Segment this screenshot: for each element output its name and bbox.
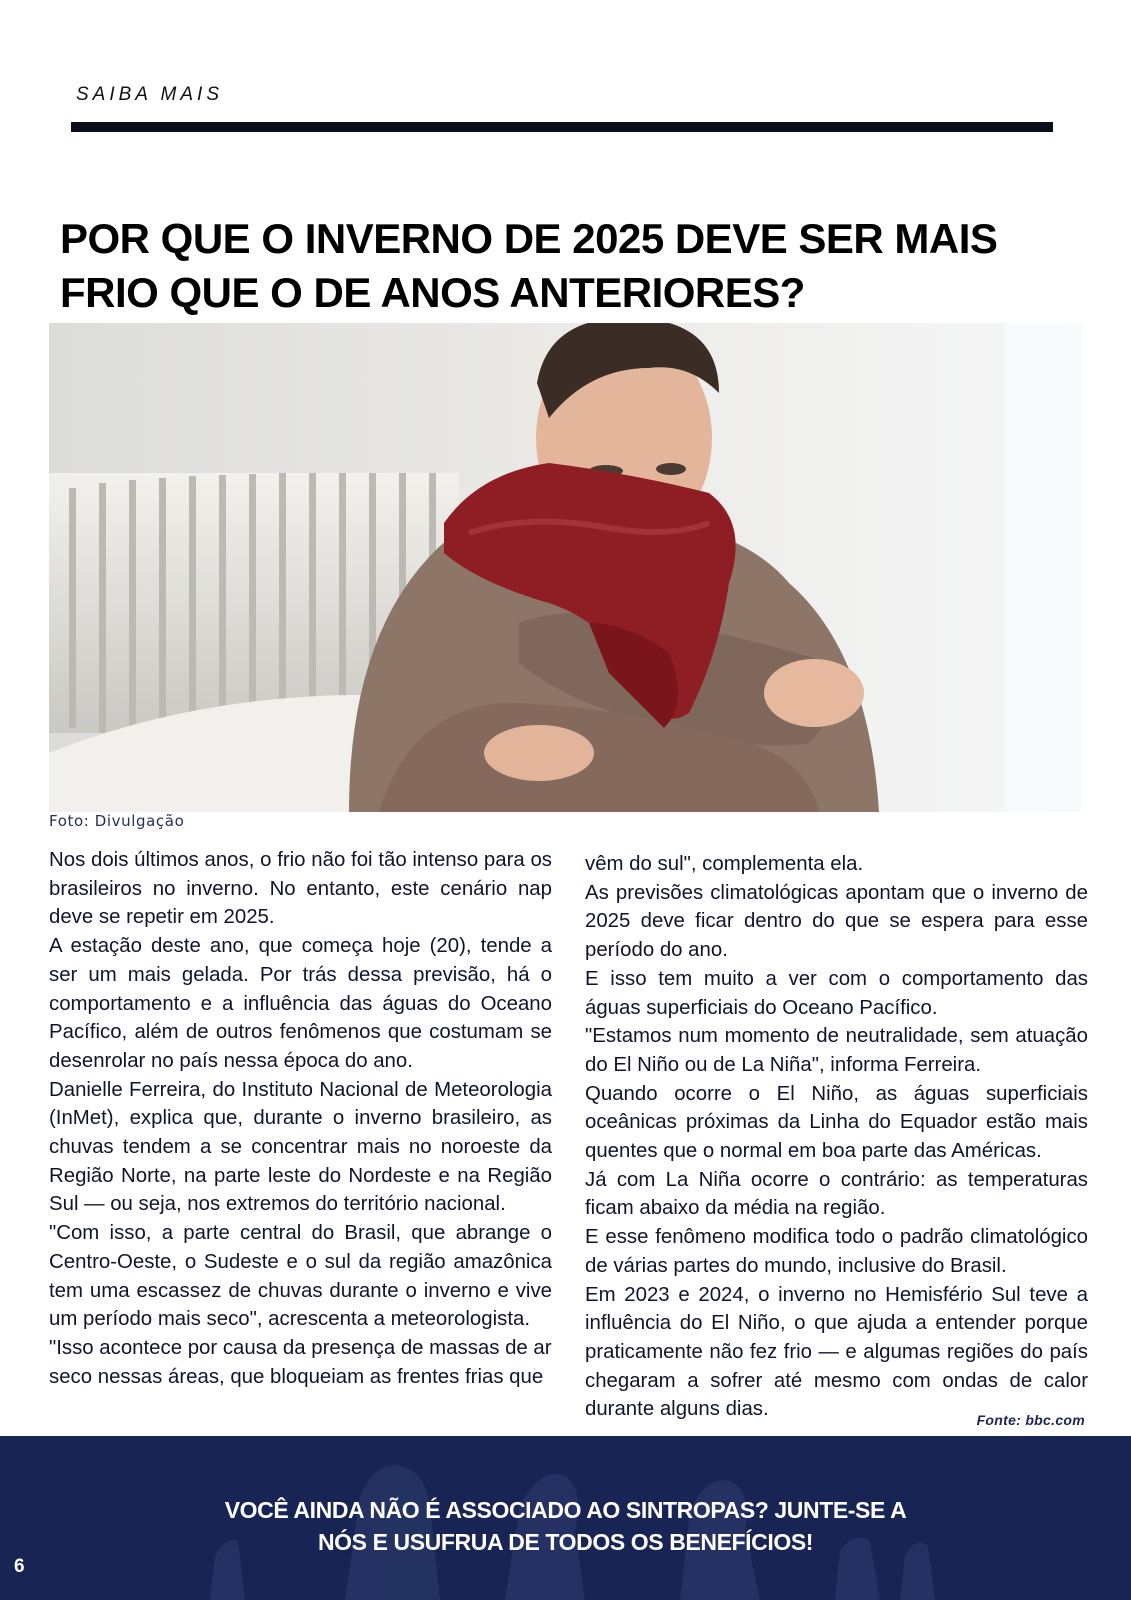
header-rule: [71, 122, 1053, 132]
paragraph: "Isso acontece por causa da presença de massas de ar seco nessas áreas, que bloqueiam as frentes frias que: [49, 1336, 552, 1388]
paragraph: As previsões climatológicas apontam que o inverno de 2025 deve ficar dentro do que se espera para esse período do ano.: [585, 881, 1088, 962]
paragraph: A estação deste ano, que começa hoje (20), tende a ser um mais gelada. Por trás dessa previsão, há o comportamento e a influência das águas do Oceano Pacífico, além de outros fenômenos que costumam se desenrolar no país nessa época do ano.: [49, 935, 552, 1072]
article-photo: [49, 323, 1082, 812]
membership-cta: VOCÊ AINDA NÃO É ASSOCIADO AO SINTROPAS? JUNTE-SE A NÓS E USUFRUA DE TODOS OS BENEFÍCIOS!: [224, 1497, 907, 1555]
photo-caption: Foto: Divulgação: [49, 812, 185, 830]
page-number: 6: [14, 1556, 25, 1577]
paragraph: "Com isso, a parte central do Brasil, que abrange o Centro-Oeste, o Sudeste e o sul da região amazônica tem uma escassez de chuvas durante o inverno e vive um período mais seco", acrescenta a meteorologista.: [49, 1222, 552, 1331]
paragraph: Nos dois últimos anos, o frio não foi tão intenso para os brasileiros no inverno. No entanto, este cenário nap deve se repetir em 2025.: [49, 849, 552, 929]
article-column-right: [585, 850, 1088, 1424]
paragraph: E esse fenômeno modifica todo o padrão climatológico de várias partes do mundo, inclusive do Brasil.: [585, 1226, 1088, 1277]
paragraph: Quando ocorre o El Niño, as águas superficiais oceânicas próximas da Linha do Equador estão mais quentes que o normal em boa parte das Américas.: [585, 1082, 1088, 1163]
article-source: Fonte: bbc.com: [976, 1412, 1085, 1428]
article-title: POR QUE O INVERNO DE 2025 DEVE SER MAIS FRIO QUE O DE ANOS ANTERIORES?: [60, 215, 998, 316]
paragraph: Danielle Ferreira, do Instituto Nacional de Meteorologia (InMet), explica que, durante o inverno brasileiro, as chuvas tendem a se concentrar mais no noroeste da Região Norte, na parte leste do Nordeste e na Região Sul — ou seja, nos extremos do território nacional.: [49, 1078, 552, 1216]
paragraph: E isso tem muito a ver com o comportamento das águas superficiais do Oceano Pacífico.: [585, 967, 1088, 1019]
section-label: SAIBA MAIS: [76, 84, 223, 105]
paragraph: "Estamos num momento de neutralidade, sem atuação do El Niño ou de La Niña", informa Ferreira.: [585, 1025, 1088, 1076]
paragraph: vêm do sul", complementa ela.: [585, 853, 864, 875]
article-column-left: [49, 846, 552, 1391]
paragraph: Já com La Niña ocorre o contrário: as temperaturas ficam abaixo da média na região.: [585, 1168, 1088, 1220]
paragraph: Em 2023 e 2024, o inverno no Hemisfério Sul teve a influência do El Niño, o que ajuda a entender porque praticamente não fez frio — e algumas regiões do país chegaram a sofrer até mesmo com ondas de calor durante alguns dias.: [585, 1283, 1088, 1421]
